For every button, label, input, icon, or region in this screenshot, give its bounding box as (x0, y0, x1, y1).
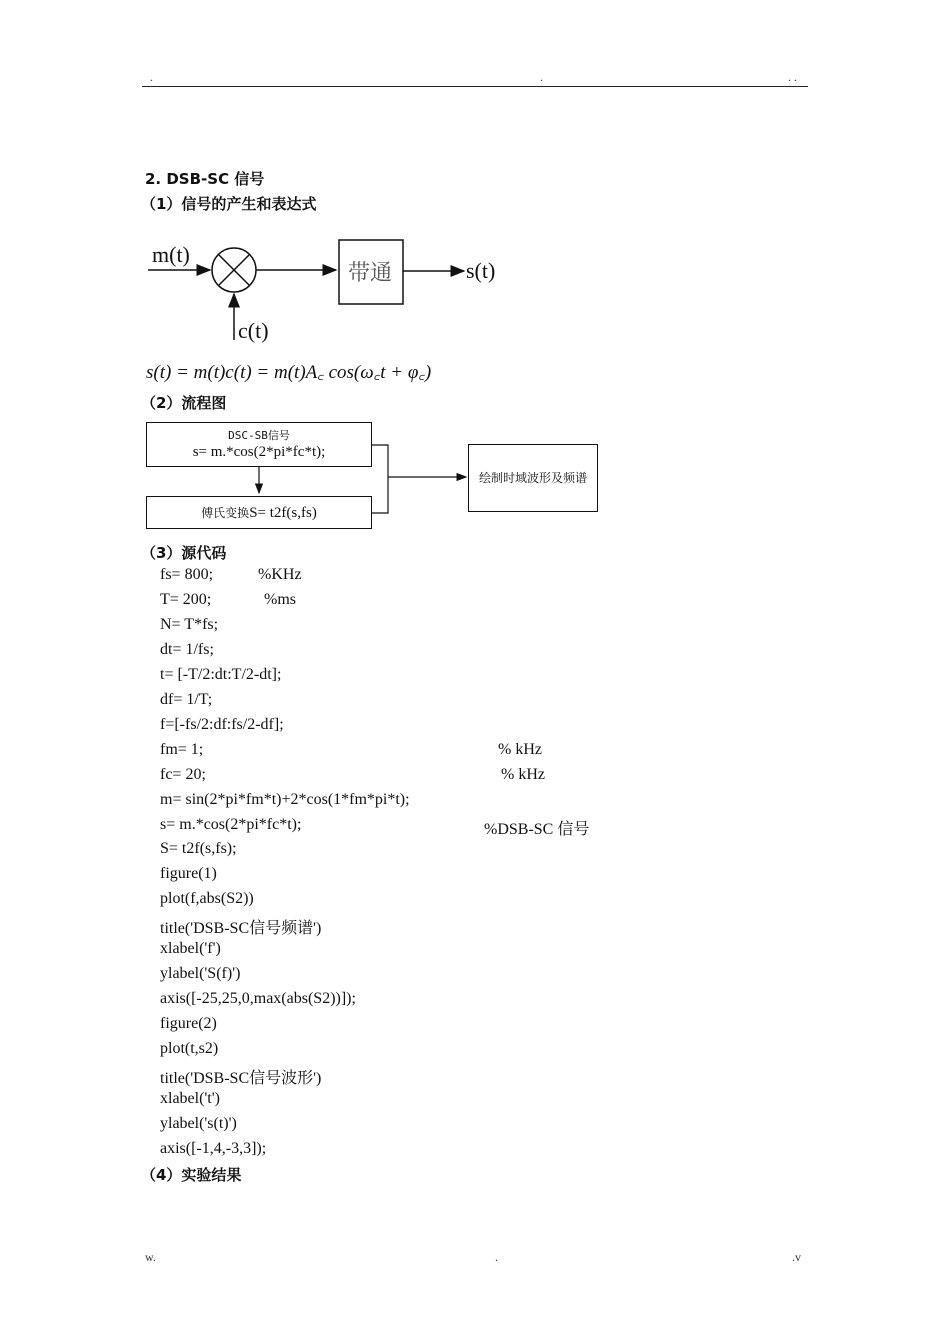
subsection-4-title: （4）实验结果 (141, 1166, 242, 1184)
subsection-1-title: （1）信号的产生和表达式 (141, 195, 317, 213)
code-line: S= t2f(s,fs); (160, 840, 237, 857)
code-line: N= T*fs; (160, 616, 219, 633)
code-line: t= [-T/2:dt:T/2-dt]; (160, 666, 282, 683)
code-line: dt= 1/fs; (160, 641, 214, 658)
footer-left: w. (145, 1250, 156, 1264)
flow-box-plot (468, 444, 598, 512)
code-line: axis([-25,25,0,max(abs(S2))]); (160, 990, 356, 1007)
flowchart (140, 418, 610, 538)
code-line: ylabel('s(t)') (160, 1115, 237, 1132)
code-line: s= m.*cos(2*pi*fc*t); (160, 816, 302, 833)
subsection-2-title: （2）流程图 (141, 394, 227, 412)
modulation-block-diagram (140, 232, 520, 347)
code-line: f=[-fs/2:df:fs/2-df]; (160, 716, 284, 733)
code-comment: %ms (264, 591, 296, 608)
code-line: figure(1) (160, 865, 217, 882)
signal-formula: s(t) = m(t)c(t) = m(t)A꜀ cos(ω꜀t + φ꜀) (146, 362, 432, 383)
code-line: plot(t,s2) (160, 1040, 219, 1057)
code-line: m= sin(2*pi*fm*t)+2*cos(1*fm*pi*t); (160, 791, 410, 808)
footer-center: . (495, 1250, 498, 1264)
code-line: xlabel('t') (160, 1090, 220, 1107)
code-line: xlabel('f') (160, 940, 221, 957)
code-comment: % kHz (498, 741, 542, 758)
bandpass-label: 带通 (348, 260, 393, 285)
flow-box-signal-title: DSC-SB信号 (228, 429, 290, 442)
code-line: ylabel('S(f)') (160, 965, 241, 982)
code-comment: %DSB-SC 信号 (484, 821, 590, 838)
flow-bracket (372, 445, 388, 513)
input-label: m(t) (152, 242, 190, 267)
code-comment: %KHz (258, 566, 302, 583)
header-right: . . (788, 70, 797, 84)
flow-box-signal (146, 422, 372, 467)
code-line: axis([-1,4,-3,3]); (160, 1140, 267, 1157)
code-line: title('DSB-SC信号波形') (160, 1070, 322, 1087)
code-line: title('DSB-SC信号频谱') (160, 920, 322, 937)
code-line: plot(f,abs(S2)) (160, 890, 254, 907)
code-comment: % kHz (501, 766, 545, 783)
code-line: T= 200; (160, 591, 212, 608)
header-rule (142, 86, 808, 87)
flow-box-plot-label: 绘制时域波形及频谱 (478, 471, 587, 485)
output-label: s(t) (466, 258, 496, 283)
header-left: . (150, 70, 153, 84)
block-diagram-lines (140, 232, 520, 347)
code-line: figure(2) (160, 1015, 217, 1032)
carrier-label: c(t) (238, 318, 269, 343)
footer-right: .v (792, 1250, 801, 1264)
code-line: fs= 800; (160, 566, 214, 583)
flow-box-fourier (146, 496, 372, 529)
flow-box-signal-code: s= m.*cos(2*pi*fc*t); (192, 444, 326, 460)
header-center: . (540, 70, 543, 84)
subsection-3-title: （3）源代码 (141, 544, 227, 562)
section-title: 2. DSB-SC 信号 (145, 170, 265, 188)
code-line: df= 1/T; (160, 691, 213, 708)
flow-box-fourier-prefix: 傅氏变换 (201, 506, 250, 520)
flow-box-fourier-code: S= t2f(s,fs) (249, 505, 317, 521)
code-line: fm= 1; (160, 741, 204, 758)
code-line: fc= 20; (160, 766, 206, 783)
